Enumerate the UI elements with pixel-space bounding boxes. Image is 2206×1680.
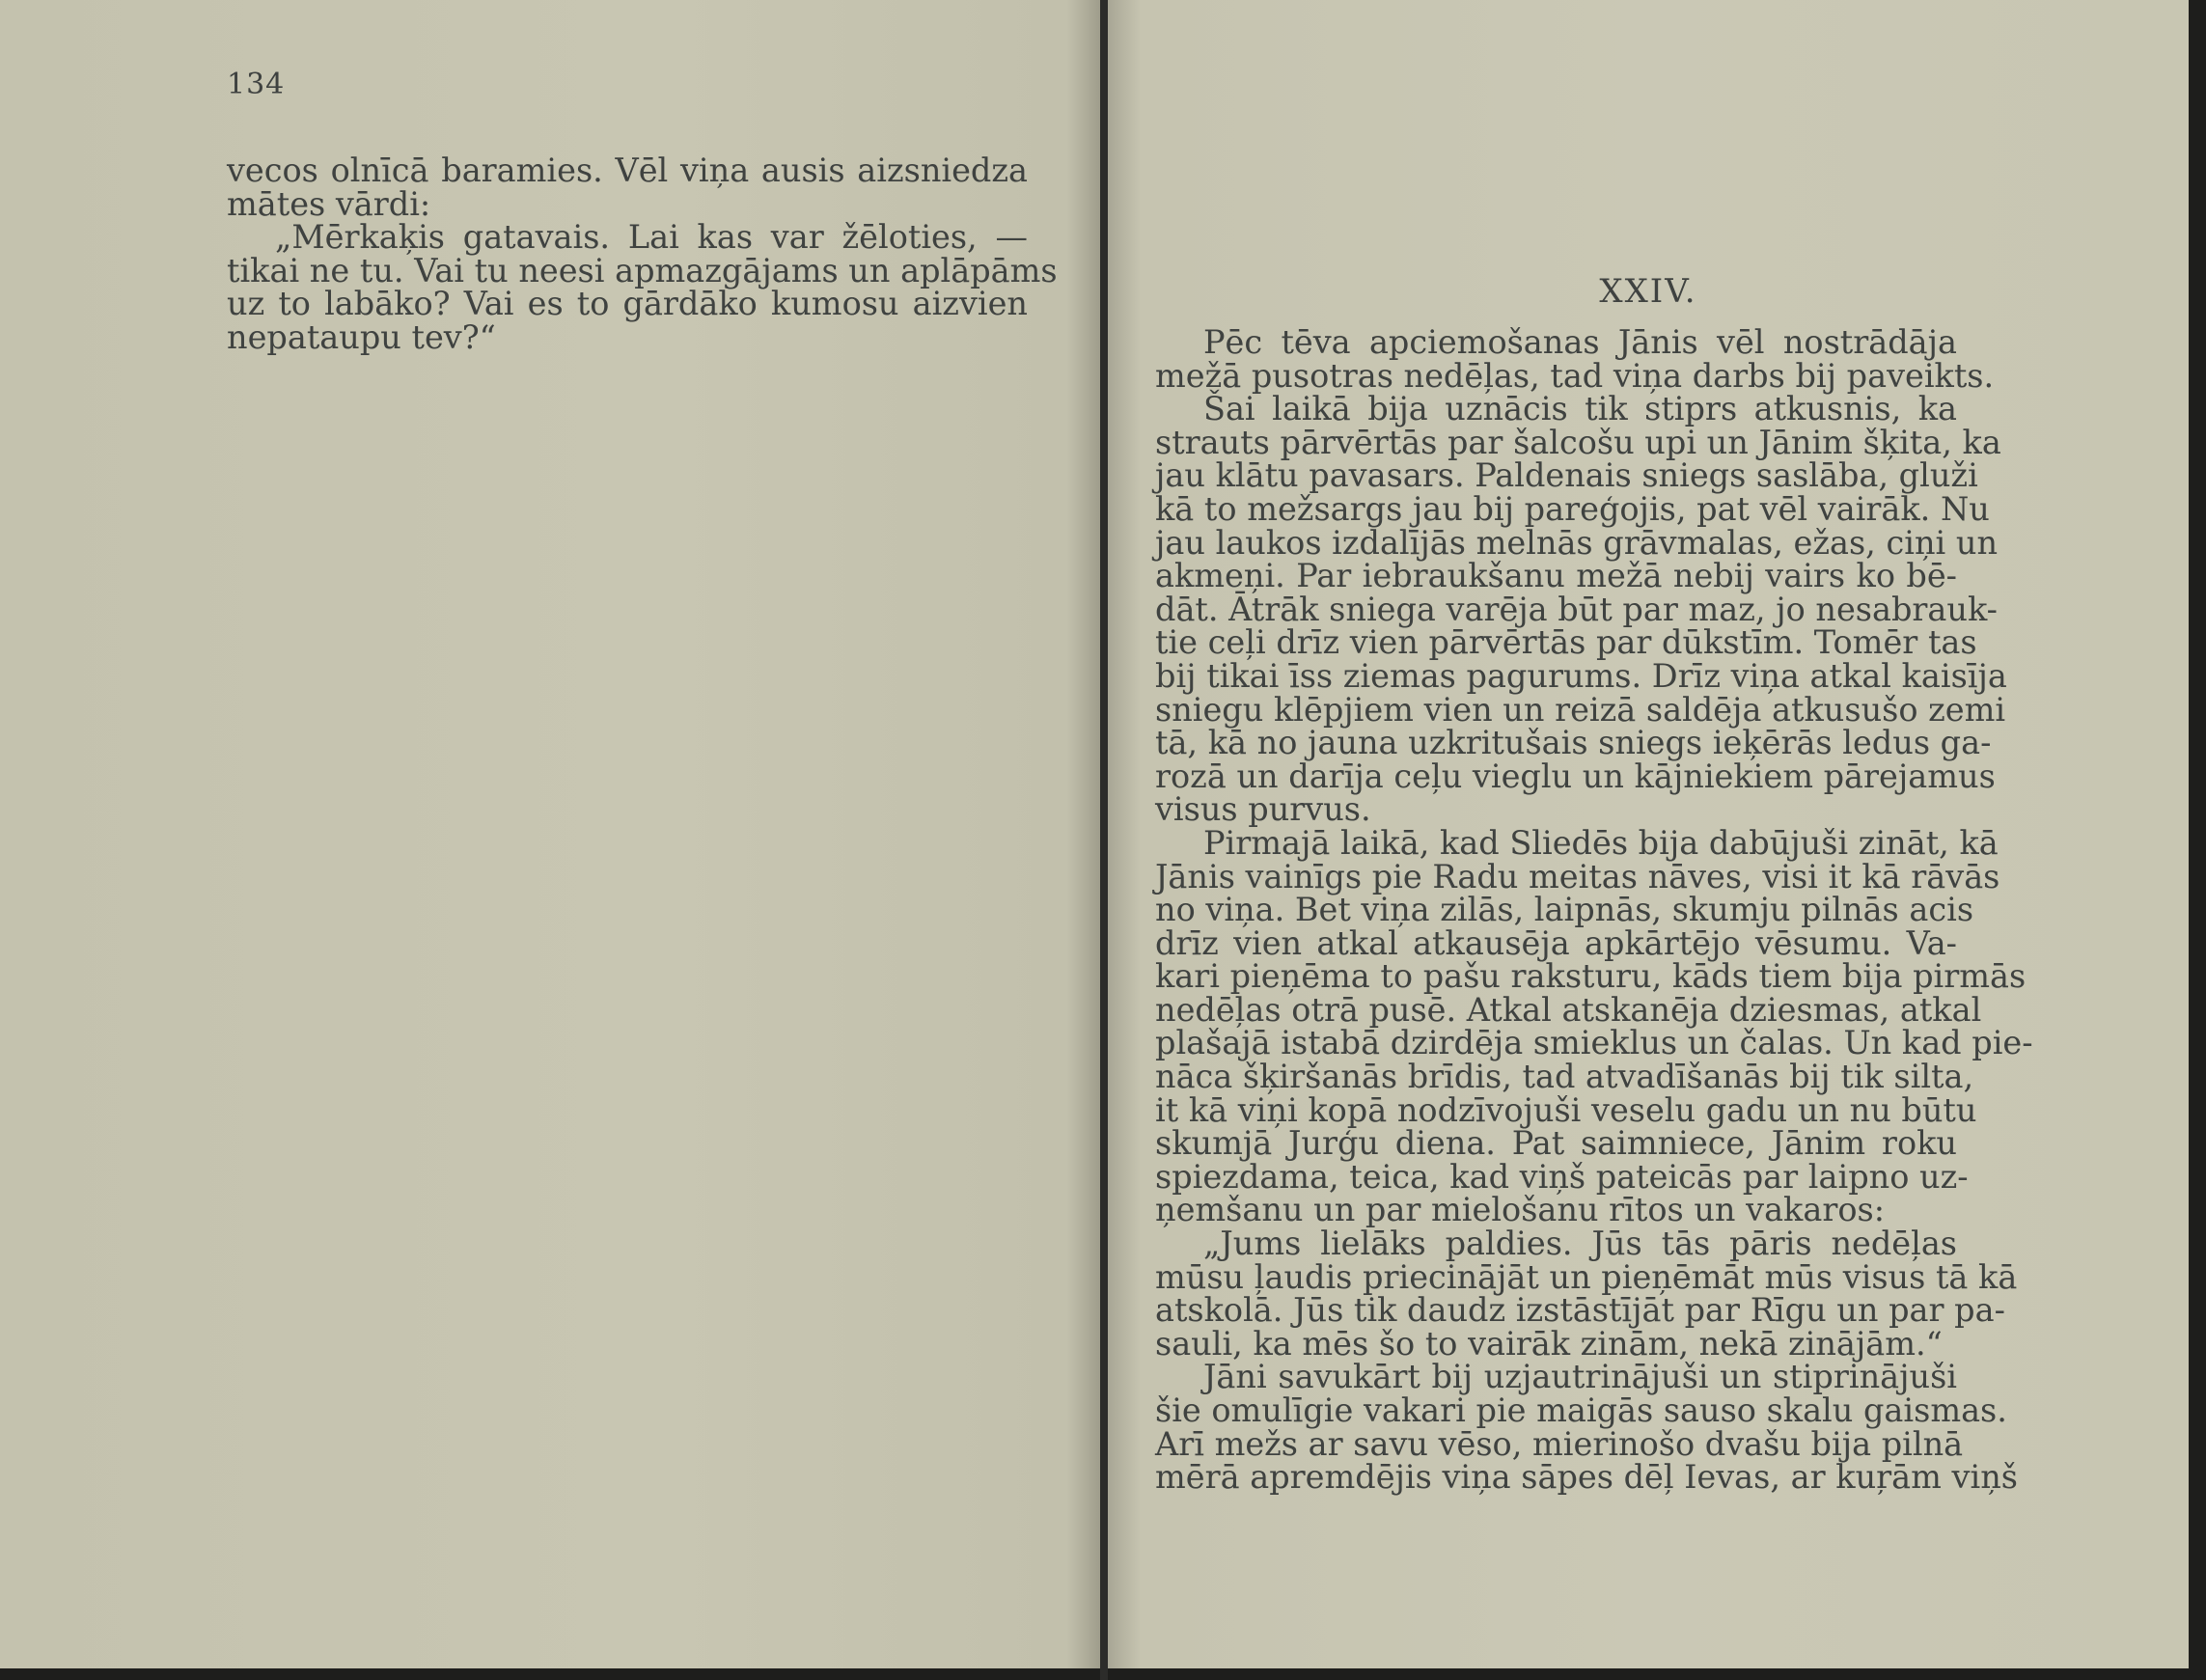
text-line: tie ceļi drīz vien pārvērtās par dūkstīm. Tomēr tas <box>1155 623 1977 662</box>
text-line: sauli, ka mēs šo to vairāk zinām, nekā zinājām.“ <box>1155 1324 1943 1363</box>
text-line: „Jums lielāks paldies. Jūs tās pāris nedēļas <box>1203 1225 1957 1263</box>
text-line: spiezdama, teica, kad viņš pateicās par laipno uz- <box>1155 1157 1969 1196</box>
text-line: tikai ne tu. Vai tu neesi apmazgājams un aplāpāms <box>227 251 1058 289</box>
left-page-text <box>227 151 1058 356</box>
text-line: kā to mežsargs jau bij pareģojis, pat vēl vairāk. Nu <box>1155 489 1990 528</box>
text-line: nāca šķiršanās brīdis, tad atvadīšanās bij tik silta, <box>1155 1058 1974 1096</box>
text-line: „Mērkaķis gatavais. Lai kas var žēloties, — <box>275 218 1028 257</box>
text-line: ņemšanu un par mielošanu rītos un vakaros: <box>1155 1191 1885 1229</box>
chapter-heading: XXIV. <box>1599 272 1697 311</box>
text-line: nepataupu tev?“ <box>227 317 496 356</box>
text-line: Pēc tēva apciemošanas Jānis vēl nostrādāja <box>1203 323 1957 361</box>
text-line: kari pieņēma to pašu raksturu, kāds tiem bija pirmās <box>1155 957 2027 996</box>
text-line: atskolā. Jūs tik daudz izstāstījāt par Rīgu un par pa- <box>1155 1291 2005 1330</box>
text-line: Šai laikā bija uznācis tik stiprs atkusnis, ka <box>1203 390 1957 428</box>
text-line: visus purvus. <box>1155 790 1371 829</box>
text-line: mūsu ļaudis priecinājāt un pieņēmāt mūs visus tā kā <box>1155 1257 2018 1296</box>
page-number: 134 <box>227 68 286 101</box>
text-line: skumjā Jurģu diena. Pat saimniece, Jānim roku <box>1155 1124 1957 1163</box>
text-line: drīz vien atkal atkausēja apkārtējo vēsumu. Va- <box>1155 923 1957 962</box>
text-line: no viņa. Bet viņa zilās, laipnās, skumju pilnās acis <box>1155 891 1974 929</box>
left-page <box>0 0 1100 1668</box>
text-line: sniegu klēpjiem vien un reizā saldēja atkusušo zemi <box>1155 690 2006 729</box>
book-gutter <box>1100 0 1108 1680</box>
text-line: mātes vārdi: <box>227 184 431 223</box>
text-line: tā, kā no jauna uzkritušais sniegs ieķērās ledus ga- <box>1155 724 1992 762</box>
text-line: jau laukos izdalījās melnās grāvmalas, ežas, ciņi un <box>1155 523 1999 562</box>
text-line: it kā viņi kopā nodzīvojuši veselu gadu un nu būtu <box>1155 1090 1977 1129</box>
text-line: šie omulīgie vakari pie maigās sauso skalu gaismas. <box>1155 1391 2007 1429</box>
text-line: Jāni savukārt bij uzjautrinājuši un stiprinājuši <box>1203 1358 1957 1396</box>
text-line: mērā apremdējis viņa sāpes dēļ Ievas, ar kuŗām viņš <box>1155 1458 2018 1497</box>
text-line: Arī mežs ar savu vēso, mierinošo dvašu bija pilnā <box>1155 1424 1964 1463</box>
right-page-text <box>1155 323 2033 1497</box>
text-line: uz to labāko? Vai es to gārdāko kumosu aizvien <box>227 285 1028 323</box>
text-line: mežā pusotras nedēļas, tad viņa darbs bij paveikts. <box>1155 356 1995 395</box>
text-line: rozā un darīja ceļu vieglu un kājniekiem pārejamus <box>1155 757 1996 795</box>
text-line: jau klātu pavasars. Paldenais sniegs saslāba, gluži <box>1155 456 1978 495</box>
text-line: Pirmajā laikā, kad Sliedēs bija dabūjuši zināt, kā <box>1203 823 1999 862</box>
text-line: nedēļas otrā pusē. Atkal atskanēja dziesmas, atkal <box>1155 990 1982 1029</box>
text-line: dāt. Ātrāk sniega varēja būt par maz, jo nesabrauk- <box>1155 590 1998 628</box>
text-line: plašajā istabā dzirdēja smieklus un čalas. Un kad pie- <box>1155 1024 2033 1062</box>
text-line: Jānis vainīgs pie Radu meitas nāves, visi it kā rāvās <box>1155 857 2000 895</box>
text-line: vecos olnīcā baramies. Vēl viņa ausis aizsniedza <box>227 151 1028 189</box>
text-line: akmeņi. Par iebraukšanu mežā nebij vairs ko bē- <box>1155 557 1957 595</box>
text-line: bij tikai īss ziemas pagurums. Drīz viņa atkal kaisīja <box>1155 656 2007 695</box>
text-line: strauts pārvērtās par šalcošu upi un Jānim šķita, ka <box>1155 423 2001 461</box>
